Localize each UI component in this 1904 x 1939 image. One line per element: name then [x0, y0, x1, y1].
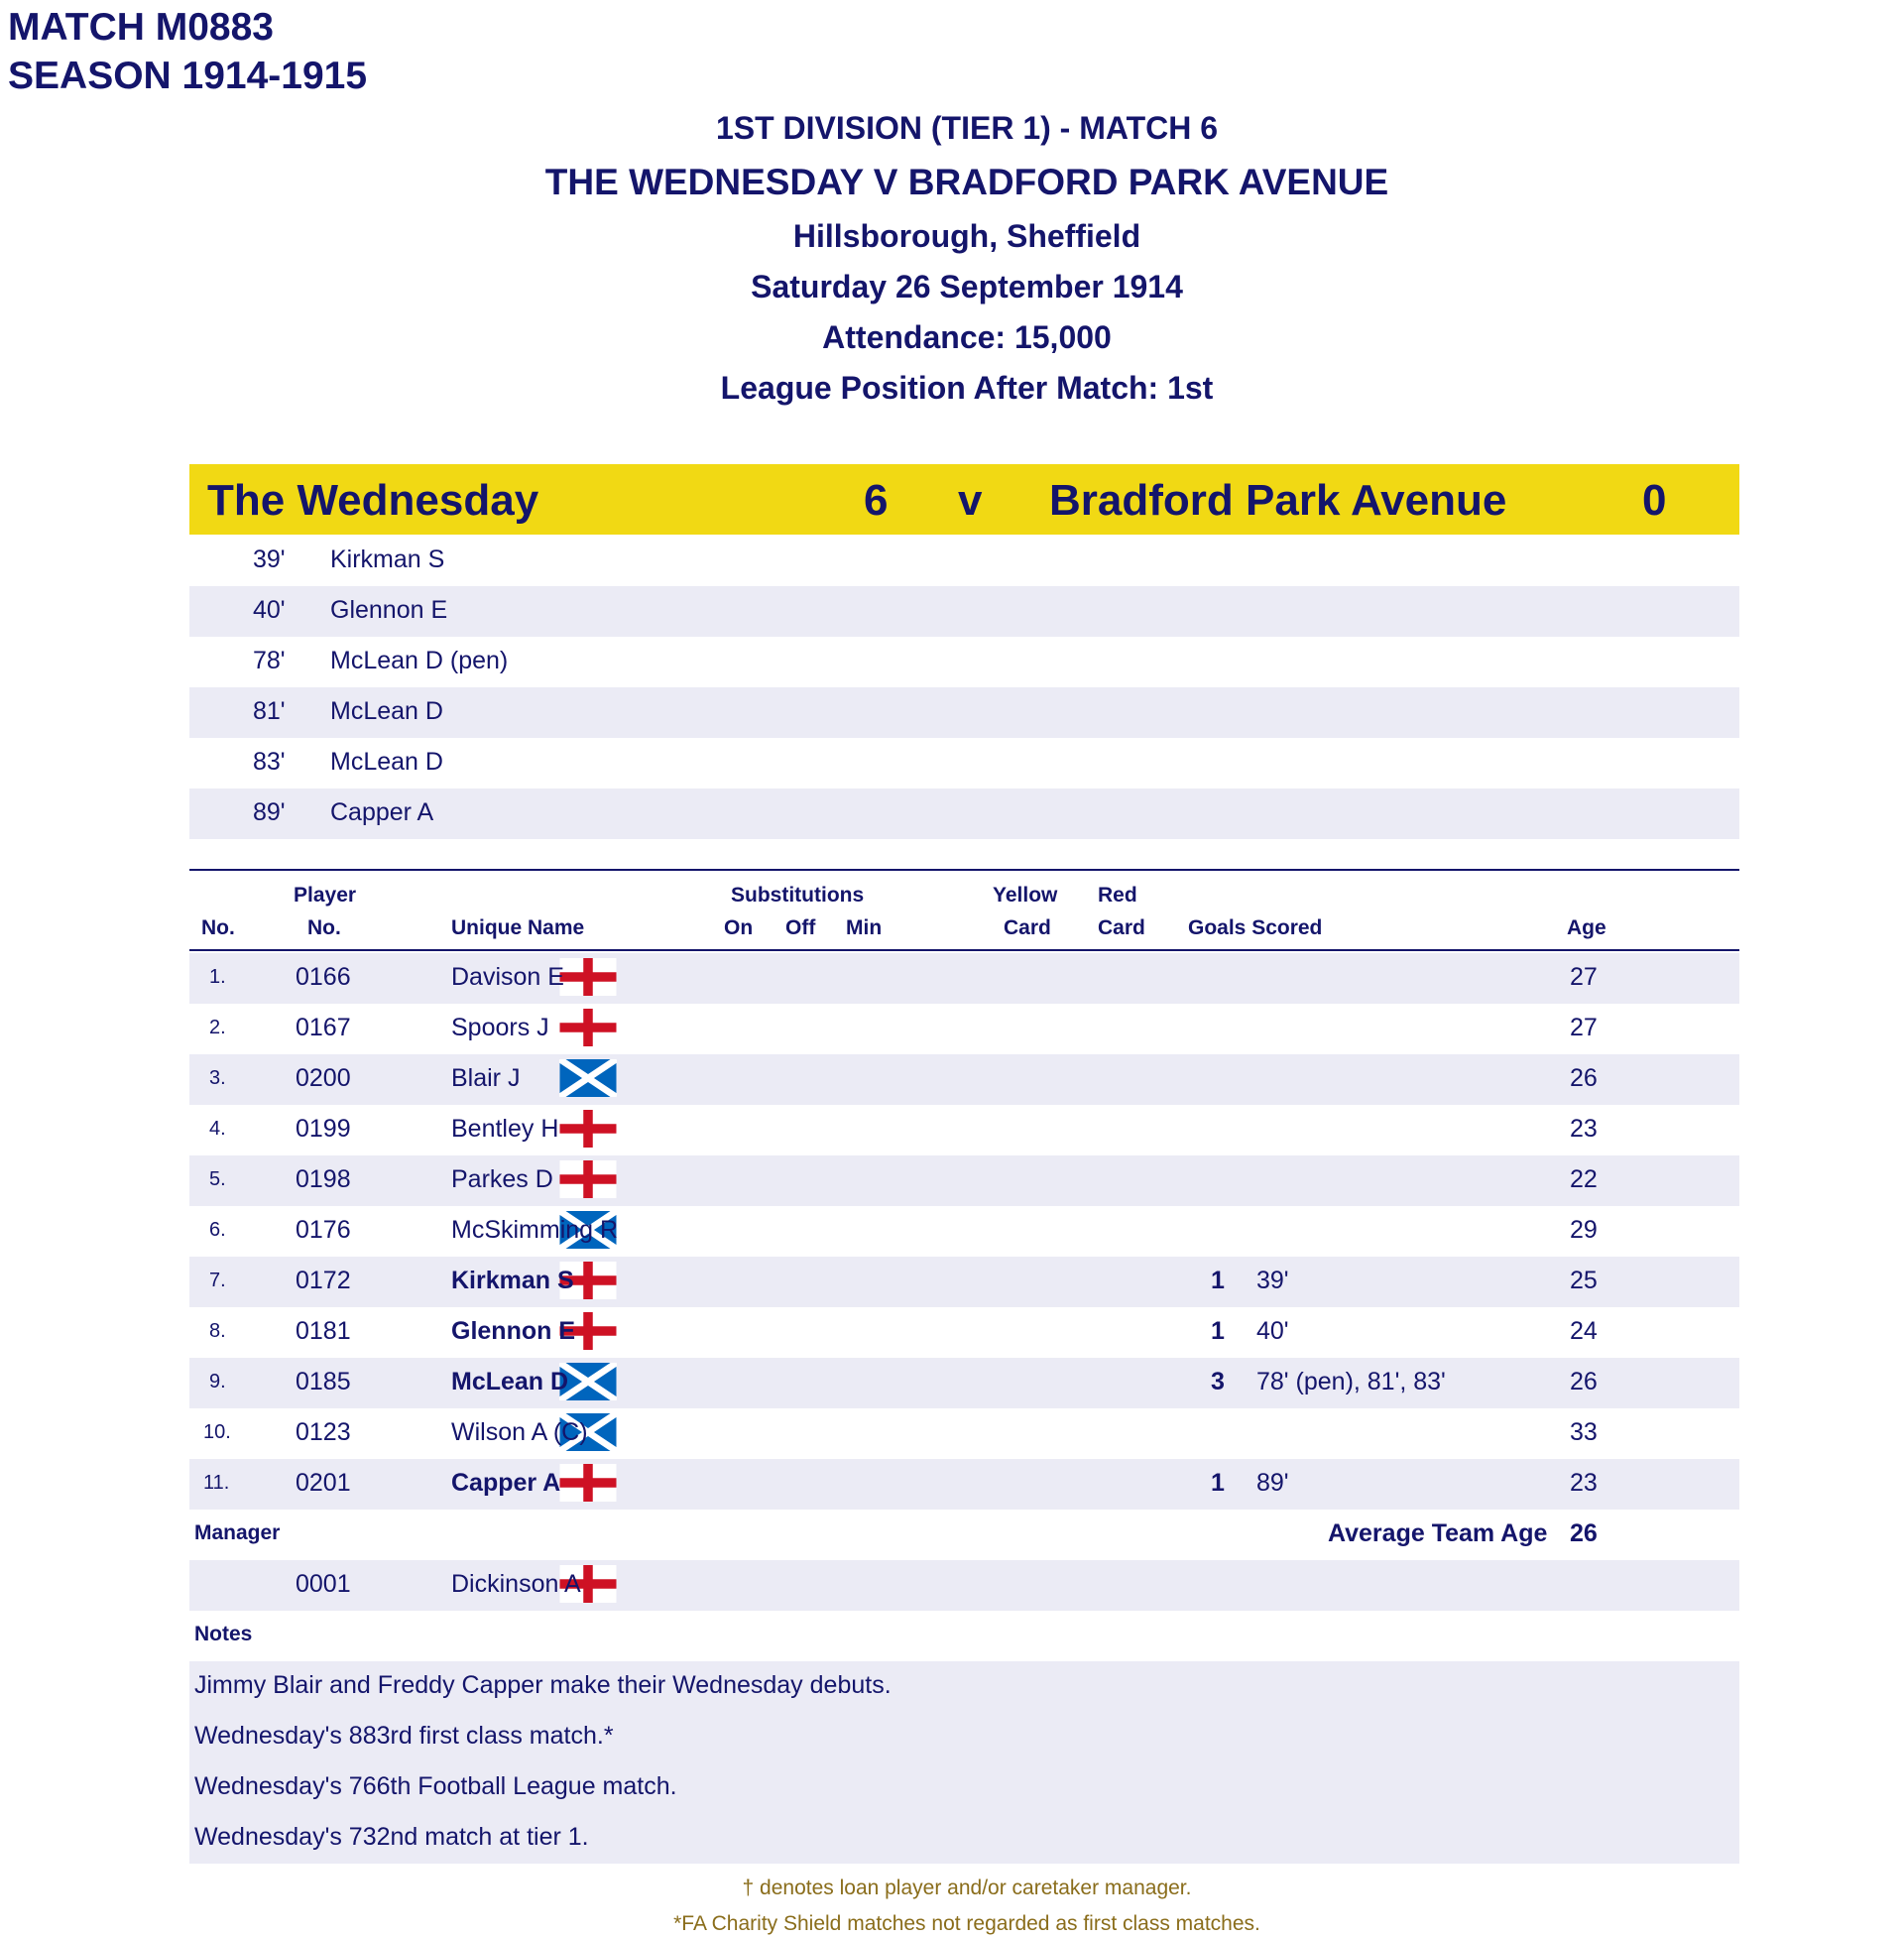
goal-event-row [189, 637, 1739, 687]
player-goal-times: 40' [1256, 1317, 1289, 1345]
manager-label-row [189, 1510, 1739, 1560]
player-number: 0181 [296, 1317, 351, 1345]
row-number: 9. [209, 1371, 226, 1393]
goal-event-row [189, 788, 1739, 839]
player-name: Glennon E [451, 1317, 575, 1345]
player-row [189, 1358, 1739, 1408]
row-number: 2. [209, 1017, 226, 1038]
goal-event-row [189, 738, 1739, 788]
goal-event-row [189, 586, 1739, 637]
player-number: 0201 [296, 1469, 351, 1497]
col-red-bottom: Card [1098, 916, 1145, 939]
col-player-top: Player [294, 884, 357, 907]
note-text: Wednesday's 732nd match at tier 1. [194, 1823, 589, 1851]
player-name: Kirkman S [451, 1267, 574, 1294]
goal-minute: 89' [253, 798, 286, 826]
england-flag-icon [559, 1160, 617, 1198]
notes-label: Notes [194, 1623, 253, 1645]
player-name: McLean D [451, 1368, 569, 1395]
goal-scorer: Glennon E [330, 596, 448, 624]
player-goal-times: 78' (pen), 81', 83' [1256, 1368, 1446, 1395]
player-age: 27 [1570, 1014, 1598, 1041]
col-player-bottom: No. [307, 916, 341, 939]
player-row [189, 1054, 1739, 1105]
venue: Hillsborough, Sheffield [792, 218, 1141, 254]
player-goal-times: 39' [1256, 1267, 1289, 1294]
match-date: Saturday 26 September 1914 [751, 269, 1183, 304]
note-text: Wednesday's 883rd first class match.* [194, 1722, 614, 1750]
goal-minute: 39' [253, 545, 286, 573]
row-number: 8. [209, 1320, 226, 1342]
table-header-rule [189, 949, 1739, 951]
fixture-title: THE WEDNESDAY V BRADFORD PARK AVENUE [544, 162, 1389, 202]
col-yellow-bottom: Card [1004, 916, 1051, 939]
col-substitutions: Substitutions [731, 884, 865, 907]
player-row [189, 1257, 1739, 1307]
goal-scorer: McLean D [330, 697, 443, 725]
player-age: 33 [1570, 1418, 1598, 1446]
col-yellow-top: Yellow [993, 884, 1058, 907]
player-number: 0167 [296, 1014, 351, 1041]
average-age-label: Average Team Age [1328, 1519, 1548, 1547]
row-number: 4. [209, 1118, 226, 1140]
goal-minute: 83' [253, 748, 286, 776]
player-name: Davison E [451, 963, 564, 991]
player-goals: 1 [1211, 1267, 1225, 1294]
manager-number: 0001 [296, 1570, 351, 1598]
goal-scorer: Capper A [330, 798, 434, 826]
player-row [189, 953, 1739, 1004]
row-number: 6. [209, 1219, 226, 1241]
goal-minute: 40' [253, 596, 286, 624]
player-age: 23 [1570, 1469, 1598, 1497]
player-number: 0199 [296, 1115, 351, 1143]
away-team: Bradford Park Avenue [1049, 476, 1507, 525]
player-age: 25 [1570, 1267, 1598, 1294]
goal-minute: 78' [253, 647, 286, 674]
player-age: 24 [1570, 1317, 1598, 1345]
competition-title: 1ST DIVISION (TIER 1) - MATCH 6 [715, 110, 1219, 146]
row-number: 10. [203, 1421, 231, 1443]
player-row [189, 1004, 1739, 1054]
score-bar [189, 464, 1739, 535]
goal-event-row [189, 687, 1739, 738]
goal-event-row [189, 536, 1739, 586]
manager-label: Manager [194, 1521, 281, 1544]
player-name: Wilson A (C) [451, 1418, 588, 1446]
row-number: 3. [209, 1067, 226, 1089]
player-age: 29 [1570, 1216, 1598, 1244]
col-on: On [724, 916, 754, 939]
goal-scorer: McLean D [330, 748, 443, 776]
note-item [189, 1712, 1739, 1762]
row-number: 5. [209, 1168, 226, 1190]
player-name: Capper A [451, 1469, 561, 1497]
average-age-value: 26 [1570, 1519, 1598, 1547]
goal-minute: 81' [253, 697, 286, 725]
goal-scorer: Kirkman S [330, 545, 445, 573]
home-team: The Wednesday [207, 476, 539, 525]
col-off: Off [785, 916, 816, 939]
player-row [189, 1155, 1739, 1206]
away-goals: 0 [1642, 476, 1667, 525]
player-name: Spoors J [451, 1014, 549, 1041]
player-number: 0166 [296, 963, 351, 991]
attendance: Attendance: 15,000 [822, 319, 1112, 355]
player-goal-times: 89' [1256, 1469, 1289, 1497]
manager-row [189, 1560, 1739, 1611]
col-min: Min [846, 916, 883, 939]
player-number: 0198 [296, 1165, 351, 1193]
player-goals: 3 [1211, 1368, 1225, 1395]
manager-name: Dickinson A [451, 1570, 581, 1598]
player-number: 0172 [296, 1267, 351, 1294]
versus: v [958, 476, 983, 525]
player-number: 0200 [296, 1064, 351, 1092]
player-row [189, 1206, 1739, 1257]
goal-scorer: McLean D (pen) [330, 647, 509, 674]
row-number: 1. [209, 966, 226, 988]
player-age: 27 [1570, 963, 1598, 991]
row-number: 7. [209, 1270, 226, 1291]
player-number: 0185 [296, 1368, 351, 1395]
player-age: 23 [1570, 1115, 1598, 1143]
player-row [189, 1307, 1739, 1358]
note-text: Wednesday's 766th Football League match. [194, 1772, 677, 1800]
note-item [189, 1762, 1739, 1813]
loan-footnote: † denotes loan player and/or caretaker manager. [742, 1877, 1192, 1899]
notes-box [189, 1661, 1739, 1864]
player-age: 26 [1570, 1064, 1598, 1092]
player-name: Blair J [451, 1064, 521, 1092]
note-item [189, 1813, 1739, 1864]
player-number: 0176 [296, 1216, 351, 1244]
col-unique-name: Unique Name [451, 916, 585, 939]
player-goals: 1 [1211, 1317, 1225, 1345]
scotland-flag-icon [559, 1059, 617, 1097]
player-name: McSkimming R [451, 1216, 619, 1244]
player-age: 22 [1570, 1165, 1598, 1193]
player-row [189, 1105, 1739, 1155]
home-goals: 6 [864, 476, 889, 525]
note-text: Jimmy Blair and Freddy Capper make their Wednesday debuts. [194, 1671, 892, 1699]
col-goals-scored: Goals Scored [1188, 916, 1323, 939]
player-name: Parkes D [451, 1165, 553, 1193]
england-flag-icon [559, 1009, 617, 1046]
player-number: 0123 [296, 1418, 351, 1446]
charity-footnote: *FA Charity Shield matches not regarded as first class matches. [673, 1912, 1260, 1935]
player-row [189, 1408, 1739, 1459]
england-flag-icon [559, 1464, 617, 1502]
league-position: League Position After Match: 1st [720, 370, 1214, 406]
england-flag-icon [559, 958, 617, 996]
col-age: Age [1567, 916, 1606, 939]
note-item [189, 1661, 1739, 1712]
player-age: 26 [1570, 1368, 1598, 1395]
row-number: 11. [203, 1472, 230, 1494]
col-red-top: Red [1098, 884, 1137, 907]
col-no: No. [201, 916, 235, 939]
notes-label-row [189, 1611, 1739, 1661]
player-row [189, 1459, 1739, 1510]
player-name: Bentley H [451, 1115, 559, 1143]
table-top-rule [189, 869, 1739, 871]
england-flag-icon [559, 1110, 617, 1148]
match-id: MATCH M0883 [8, 6, 274, 49]
season: SEASON 1914-1915 [8, 55, 368, 97]
player-goals: 1 [1211, 1469, 1225, 1497]
